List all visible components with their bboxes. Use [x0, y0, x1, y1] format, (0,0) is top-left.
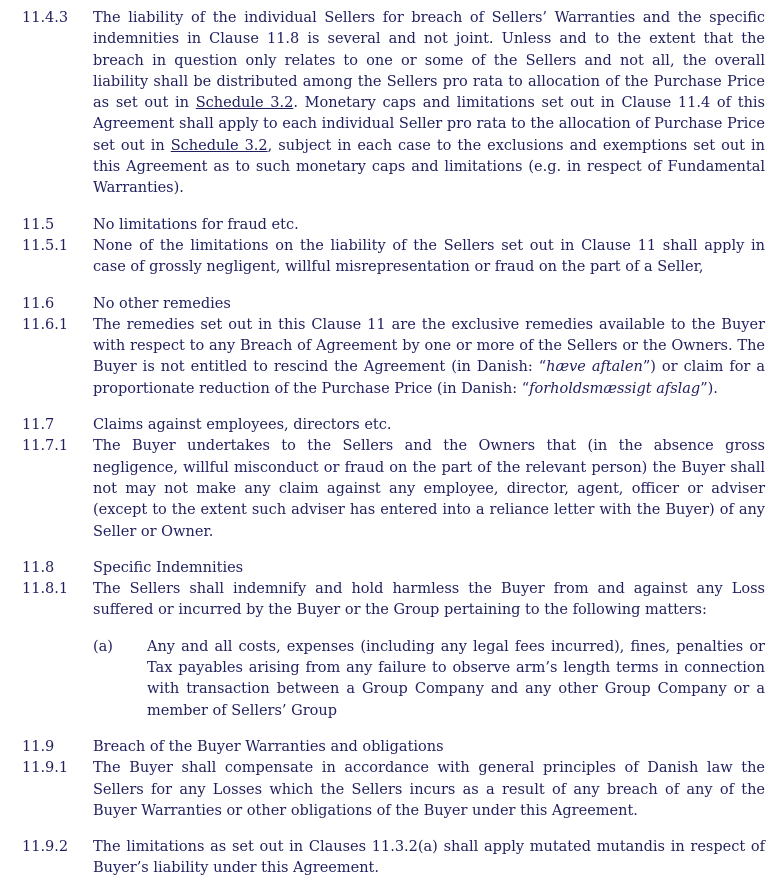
clause-row-11-6-1	[22, 315, 765, 400]
clause-row-11-5	[22, 215, 765, 236]
list-item-a	[93, 637, 765, 722]
text-run: The Buyer shall compensate in accordance with general principles of Danish law the Sellers for any Losses which the Sellers incurs as a result of any breach of any of the Buyer Warranties or other obligations of the Buyer under this Agreement.	[93, 760, 765, 819]
clause-row-11-9	[22, 737, 765, 758]
text-run: , subject in each case to the exclusions and exemptions set out in this Agreement as to such monetary caps and limitations (e.g. in respect of Fundamental Warranties).	[93, 137, 765, 197]
clause-row-11-7	[22, 415, 765, 436]
clause-row-11-8-1	[22, 579, 765, 622]
text-run: No other remedies	[93, 295, 231, 312]
list-item-label: (a)	[93, 638, 113, 655]
clause-row-11-4-3	[22, 8, 765, 200]
clause-number: 11.6.1	[22, 316, 69, 333]
clause-group-11-9	[22, 737, 765, 822]
clause-heading	[93, 415, 765, 436]
list-item-row-a	[22, 637, 765, 722]
clause-text	[93, 758, 765, 822]
clause-number: 11.9.2	[22, 839, 69, 856]
danish-term: forholdsmæssigt afslag	[529, 380, 701, 397]
clause-number: 11.5	[22, 216, 55, 233]
clause-row-11-6	[22, 294, 765, 315]
text-run: The liability of the individual Sellers for breach of Sellers’ Warranties and the specific indemnities in Clause 11.8 is several and not joint. Unless and to the extent that the breach in question only relates to one or some of the Sellers and not all, the overall liability shall be distributed among the Sellers pro rata to allocation of the Purchase Price as set out in	[93, 10, 765, 112]
clause-group-11-5	[22, 215, 765, 279]
clause-heading	[93, 294, 765, 315]
clause-row-11-7-1	[22, 436, 765, 542]
text-run: Breach of the Buyer Warranties and obligations	[93, 738, 444, 755]
clause-number: 11.7	[22, 417, 55, 434]
clause-group-11-8-1-a	[22, 637, 765, 722]
clause-number: 11.8.1	[22, 581, 69, 598]
text-run: The Buyer undertakes to the Sellers and the Owners that (in the absence gross negligence, willful misconduct or fraud on the part of the relevant person) the Buyer shall not may not make any claim against any employee, director, agent, officer or adviser (except to the extent such adviser has entered into a reliance letter with the Buyer) of any Seller or Owner.	[93, 438, 765, 540]
clause-heading	[93, 737, 765, 758]
text-run: The remedies set out in this Clause 11 are the exclusive remedies available to the Buyer with respect to any Breach of Agreement by one or more of the Sellers or the Owners. The Buyer is not entitled to rescind the Agreement (in Danish: “	[93, 316, 765, 376]
clause-heading	[93, 215, 765, 236]
clause-text	[93, 436, 765, 542]
clause-number: 11.9	[22, 738, 55, 755]
clause-number: 11.4.3	[22, 10, 69, 26]
text-run: Specific Indemnities	[93, 559, 244, 576]
clause-group-11-6	[22, 294, 765, 400]
clause-group-11-7	[22, 415, 765, 543]
clause-group-11-8	[22, 558, 765, 622]
clause-row-11-9-1	[22, 758, 765, 822]
list-item-text	[147, 637, 765, 722]
clause-group-11-9-2	[22, 837, 765, 880]
clause-number: 11.8	[22, 559, 55, 576]
danish-term: hæve aftalen	[546, 359, 643, 376]
clause-number: 11.5.1	[22, 237, 69, 254]
text-run: . Monetary caps and limitations set out in Clause 11.4 of this Agreement shall apply to each individual Seller pro rata to the allocation of Purchase Price set out in	[93, 95, 766, 154]
clause-number: 11.9.1	[22, 760, 69, 777]
text-run: Any and all costs, expenses (including any legal fees incurred), fines, penalties or Tax payables arising from any failure to observe arm’s length terms in connection with transaction between a Group Company and any other Group Company or a member of Sellers’ Group	[147, 638, 765, 719]
clause-text	[93, 579, 765, 622]
text-run: ”) or claim for a proportionate reduction of the Purchase Price (in Danish: “	[93, 359, 765, 397]
text-run: Claims against employees, directors etc.	[93, 417, 392, 434]
clause-text	[93, 315, 765, 400]
text-run: No limitations for fraud etc.	[93, 216, 299, 233]
clause-text	[93, 837, 765, 880]
schedule-3-2-reference: Schedule 3.2	[170, 137, 268, 154]
text-run: The limitations as set out in Clauses 11.3.2(a) shall apply mutated mutandis in respect of Buyer’s liability under this Agreement.	[93, 839, 765, 877]
clause-row-11-5-1	[22, 236, 765, 279]
clause-group-11-4-3	[22, 8, 765, 200]
clause-text	[93, 8, 765, 200]
clause-heading	[93, 558, 765, 579]
clause-number: 11.6	[22, 295, 55, 312]
clause-text	[93, 236, 765, 279]
text-run: ”).	[700, 380, 718, 397]
text-run: None of the limitations on the liability of the Sellers set out in Clause 11 shall apply in case of grossly negligent, willful misrepresentation or fraud on the part of a Seller,	[93, 237, 765, 276]
clause-number: 11.7.1	[22, 438, 69, 455]
text-run: The Sellers shall indemnify and hold harmless the Buyer from and against any Loss suffered or incurred by the Buyer or the Group pertaining to the following matters:	[93, 581, 765, 619]
schedule-3-2-reference: Schedule 3.2	[195, 95, 294, 112]
clause-row-11-8	[22, 558, 765, 579]
clause-row-11-9-2	[22, 837, 765, 880]
